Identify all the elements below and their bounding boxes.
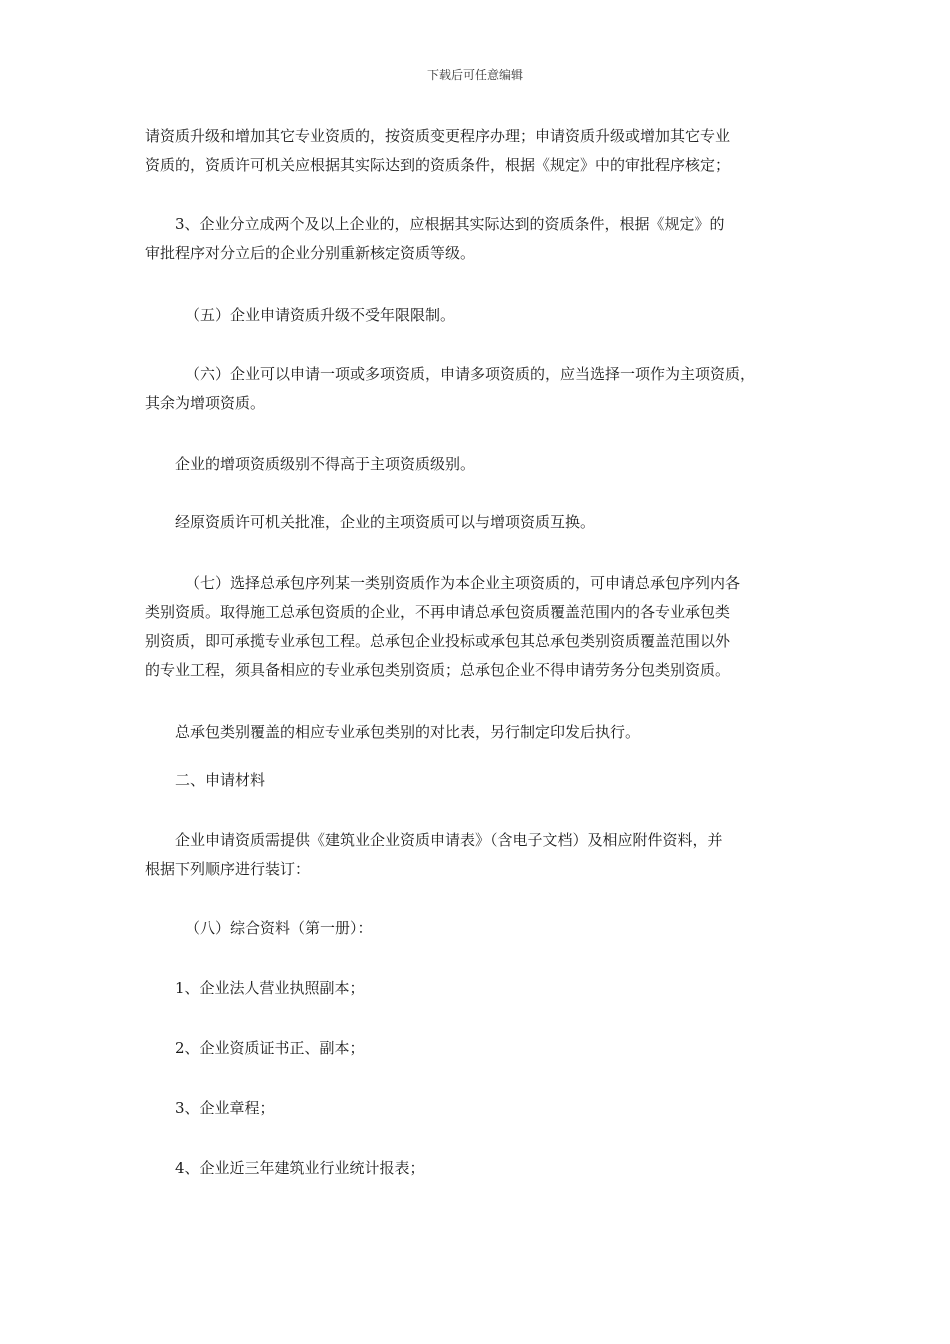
paragraph-7: [145, 569, 810, 685]
paragraph-line: （八）综合资料（第一册）：: [185, 919, 373, 937]
list-item-text: 1、企业法人营业执照副本；: [175, 979, 365, 997]
paragraph-line: 类别资质。取得施工总承包资质的企业，不再申请总承包资质覆盖范围内的各专业承包类: [145, 603, 731, 621]
paragraph-line: 3、企业分立成两个及以上企业的，应根据其实际达到的资质条件，根据《规定》的: [175, 215, 725, 233]
list-item: [145, 1094, 810, 1123]
paragraph-line: 其余为增项资质。: [145, 394, 266, 412]
paragraph-5: [145, 450, 810, 479]
paragraph-8: [145, 718, 810, 747]
paragraph-line: 经原资质许可机关批准，企业的主项资质可以与增项资质互换。: [175, 513, 596, 531]
list-item: [145, 1034, 810, 1063]
paragraph-line: 审批程序对分立后的企业分别重新核定资质等级。: [145, 244, 476, 262]
paragraph-line: 总承包类别覆盖的相应专业承包类别的对比表，另行制定印发后执行。: [175, 723, 641, 741]
paragraph-10: [145, 914, 810, 943]
list-item-text: 2、企业资质证书正、副本；: [175, 1039, 365, 1057]
paragraph-line: 企业的增项资质级别不得高于主项资质级别。: [175, 455, 476, 473]
paragraph-line: 请资质升级和增加其它专业资质的，按资质变更程序办理；申请资质升级或增加其它专业: [145, 127, 731, 145]
paragraph-line: 根据下列顺序进行装订：: [145, 860, 311, 878]
paragraph-line: （六）企业可以申请一项或多项资质，申请多项资质的，应当选择一项作为主项资质，: [185, 365, 756, 383]
paragraph-line: （五）企业申请资质升级不受年限限制。: [185, 306, 456, 324]
list-item: [145, 1154, 810, 1183]
paragraph-line: （七）选择总承包序列某一类别资质作为本企业主项资质的，可申请总承包序列内各: [185, 574, 741, 592]
section-heading: [145, 766, 810, 795]
list-item-text: 4、企业近三年建筑业行业统计报表；: [175, 1159, 425, 1177]
paragraph-line: 的专业工程，须具备相应的专业承包类别资质；总承包企业不得申请劳务分包类别资质。: [145, 661, 731, 679]
paragraph-3: [145, 301, 810, 330]
paragraph-line: 资质的，资质许可机关应根据其实际达到的资质条件，根据《规定》中的审批程序核定；: [145, 156, 731, 174]
paragraph-9: [145, 826, 810, 884]
paragraph-6: [145, 508, 810, 537]
section-title: 二、申请材料: [175, 771, 266, 789]
paragraph-1: [145, 122, 810, 180]
paragraph-line: 企业申请资质需提供《建筑业企业资质申请表》（含电子文档）及相应附件资料，并: [175, 831, 723, 849]
paragraph-4: [145, 360, 810, 418]
list-item-text: 3、企业章程；: [175, 1099, 275, 1117]
paragraph-line: 别资质，即可承揽专业承包工程。总承包企业投标或承包其总承包类别资质覆盖范围以外: [145, 632, 731, 650]
paragraph-2: [145, 210, 810, 268]
list-item: [145, 974, 810, 1003]
page-header: 下载后可任意编辑: [426, 68, 523, 82]
